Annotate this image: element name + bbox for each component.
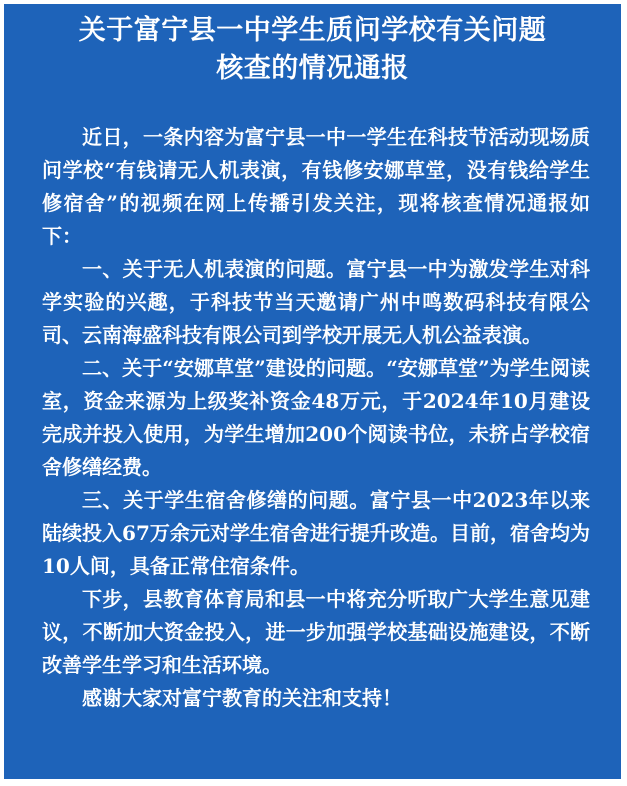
paragraph-anna-cottage: 二、关于“安娜草堂”建设的问题。“安娜草堂”为学生阅读室，资金来源为上级奖补资金48万元，于2024年10月建设完成并投入使用，为学生增加200个阅读书位，未挤占学校宿舍修缮经费。 [42, 356, 590, 479]
notice-title [4, 4, 621, 88]
notice-title-line-2: 核查的情况通报 [216, 53, 409, 84]
notice-title-line-1: 关于富宁县一中学生质问学校有关问题 [78, 15, 547, 46]
notice-body [42, 121, 590, 715]
notice-panel [4, 4, 621, 779]
paragraph-next-steps: 下步，县教育体育局和县一中将充分听取广大学生意见建议，不断加大资金投入，进一步加强学校基础设施建设，不断改善学生学习和生活环境。 [42, 587, 590, 677]
paragraph-thanks: 感谢大家对富宁教育的关注和支持！ [82, 686, 402, 710]
paragraph-dormitory: 三、关于学生宿舍修缮的问题。富宁县一中2023年以来陆续投入67万余元对学生宿舍进行提升改造。目前，宿舍均为10人间，具备正常住宿条件。 [42, 488, 590, 578]
paragraph-intro: 近日，一条内容为富宁县一中一学生在科技节活动现场质问学校“有钱请无人机表演，有钱修安娜草堂，没有钱给学生修宿舍”的视频在网上传播引发关注，现将核查情况通报如下： [42, 125, 590, 248]
paragraph-drone-show: 一、关于无人机表演的问题。富宁县一中为激发学生对科学实验的兴趣，于科技节当天邀请广州中鸣数码科技有限公司、云南海盛科技有限公司到学校开展无人机公益表演。 [42, 257, 590, 347]
